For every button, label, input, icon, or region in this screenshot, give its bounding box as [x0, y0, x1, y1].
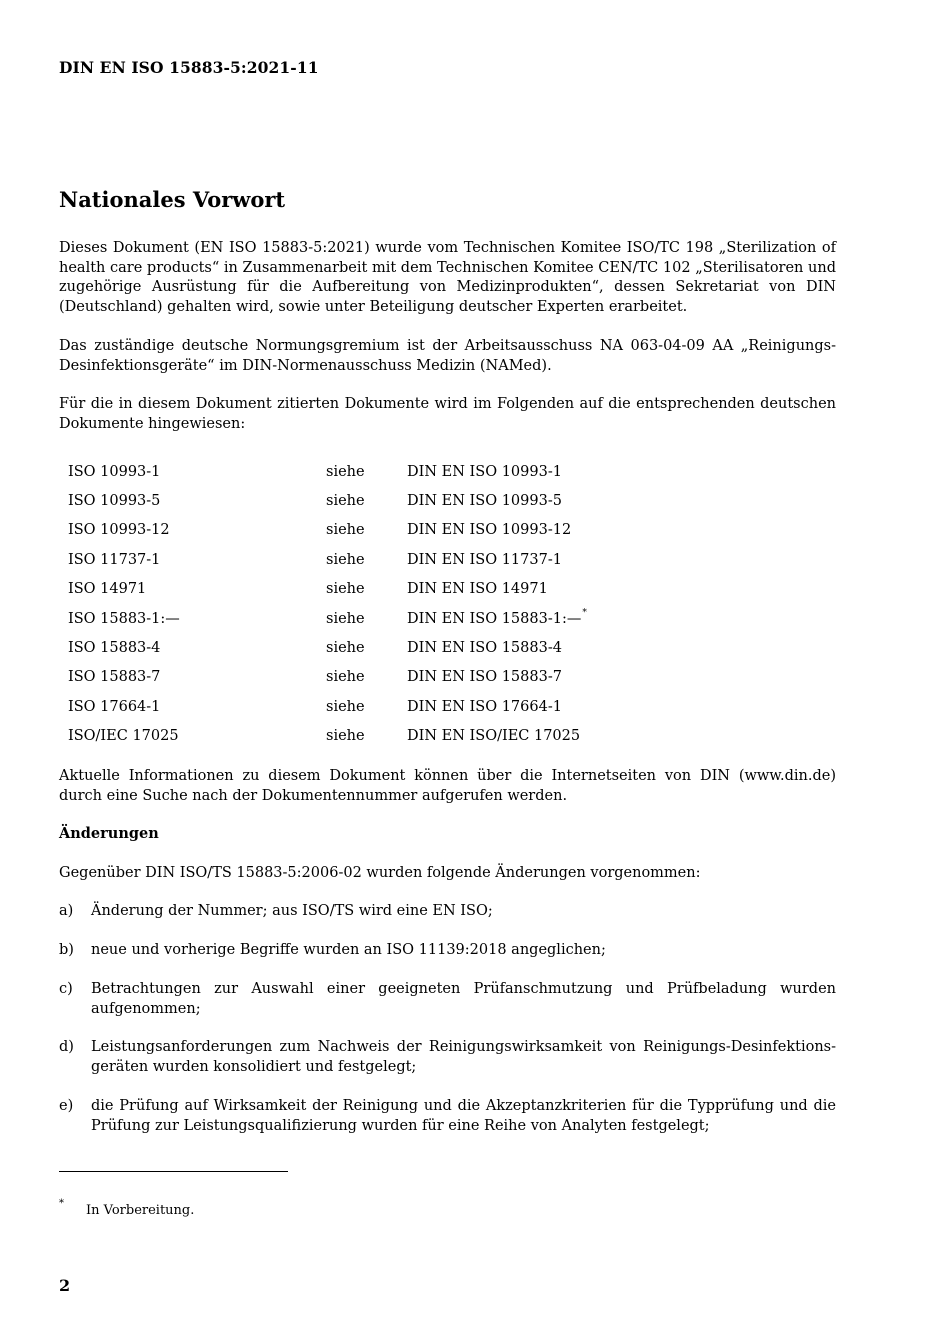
paragraph-committee: Dieses Dokument (EN ISO 15883-5:2021) wurde vom Technischen Komitee ISO/TC 198 „Sterilization of health care products“ in Zusammenarbeit mit dem Technischen Komitee CEN/TC 102 „Sterilisatoren und zugehörige Ausrüstung für die Aufbereitung von Medizinprodukten“, dessen Sekretariat von DIN (Deutschland) gehalten wird, sowie unter Beteiligung deutscher Experten erarbeitet.	[59, 240, 836, 315]
footnote-marker: *	[582, 607, 587, 618]
iso-reference: ISO 15883-1:—	[68, 610, 180, 627]
list-item	[59, 1038, 836, 1077]
list-item-text: Änderung der Nummer; aus ISO/TS wird eine EN ISO;	[91, 903, 493, 919]
list-item-label: c)	[59, 981, 73, 997]
table-row	[68, 457, 587, 486]
din-reference-text: DIN EN ISO 14971	[407, 581, 548, 598]
see-label: siehe	[326, 728, 365, 745]
list-item	[59, 902, 836, 922]
list-item-label: d)	[59, 1039, 74, 1055]
iso-reference: ISO 11737-1	[68, 551, 161, 568]
iso-reference: ISO 10993-5	[68, 493, 161, 510]
din-reference-text: DIN EN ISO 10993-12	[407, 522, 572, 539]
list-item-label: e)	[59, 1098, 74, 1114]
see-label: siehe	[326, 640, 365, 657]
table-row	[68, 604, 587, 633]
see-label: siehe	[326, 551, 365, 568]
changes-intro: Gegenüber DIN ISO/TS 15883-5:2006-02 wurden folgende Änderungen vorgenommen:	[59, 865, 701, 881]
table-row	[68, 575, 587, 604]
see-label: siehe	[326, 610, 365, 627]
din-reference-text: DIN EN ISO/IEC 17025	[407, 728, 581, 745]
paragraph-information: Aktuelle Informationen zu diesem Dokument können über die Internetseiten von DIN (www.din.de) durch eine Suche nach der Dokumentennummer aufgerufen werden.	[59, 768, 836, 804]
din-reference	[407, 692, 587, 721]
paragraph-standards-body: Das zuständige deutsche Normungsgremium ist der Arbeitsausschuss NA 063-04-09 AA „Reinigungs-Desinfektionsgeräte“ im DIN-Normenausschuss Medizin (NAMed).	[59, 338, 836, 374]
document-header: DIN EN ISO 15883-5:2021-11	[59, 58, 319, 77]
table-row	[68, 486, 587, 515]
footnote-text: In Vorbereitung.	[86, 1203, 195, 1218]
din-reference	[407, 575, 587, 604]
list-item	[59, 980, 836, 1019]
list-item-text: die Prüfung auf Wirksamkeit der Reinigung und die Akzeptanzkriterien für die Typprüfung und die Prüfung zur Leistungsqualifizierung wurden für eine Reihe von Analyten festgelegt;	[91, 1098, 836, 1134]
see-label: siehe	[326, 463, 365, 480]
din-reference-text: DIN EN ISO 17664-1	[407, 698, 562, 715]
din-reference-text: DIN EN ISO 11737-1	[407, 551, 562, 568]
table-row	[68, 545, 587, 574]
page-title: Nationales Vorwort	[59, 187, 286, 212]
din-reference	[407, 663, 587, 692]
list-item-text: Leistungsanforderungen zum Nachweis der Reinigungswirksamkeit von Reinigungs-Desinfektions-geräten wurden konsolidiert und festgelegt;	[91, 1039, 836, 1075]
table-row	[68, 722, 587, 751]
iso-reference: ISO 10993-1	[68, 463, 161, 480]
din-reference-text: DIN EN ISO 15883-1:—	[407, 610, 582, 627]
din-reference	[407, 457, 587, 486]
din-reference-text: DIN EN ISO 10993-1	[407, 463, 562, 480]
iso-reference: ISO/IEC 17025	[68, 728, 179, 745]
din-reference-text: DIN EN ISO 15883-4	[407, 640, 562, 657]
list-item	[59, 941, 836, 961]
list-item-label: a)	[59, 903, 74, 919]
table-row	[68, 516, 587, 545]
reference-table	[68, 457, 587, 751]
iso-reference: ISO 15883-7	[68, 669, 161, 686]
footnote-mark: *	[59, 1198, 64, 1209]
list-item-text: Betrachtungen zur Auswahl einer geeigneten Prüfanschmutzung und Prüfbeladung wurden aufgenommen;	[91, 981, 836, 1017]
table-row	[68, 663, 587, 692]
see-label: siehe	[326, 581, 365, 598]
see-label: siehe	[326, 669, 365, 686]
table-row	[68, 633, 587, 662]
din-reference	[407, 604, 587, 633]
din-reference	[407, 545, 587, 574]
din-reference	[407, 516, 587, 545]
din-reference-text: DIN EN ISO 10993-5	[407, 493, 562, 510]
iso-reference: ISO 15883-4	[68, 640, 161, 657]
iso-reference: ISO 17664-1	[68, 698, 161, 715]
din-reference	[407, 722, 587, 751]
din-reference	[407, 486, 587, 515]
see-label: siehe	[326, 493, 365, 510]
list-item-text: neue und vorherige Begriffe wurden an ISO 11139:2018 angeglichen;	[91, 942, 606, 958]
paragraph-references-intro: Für die in diesem Dokument zitierten Dokumente wird im Folgenden auf die entsprechenden deutschen Dokumente hingewiesen:	[59, 396, 836, 432]
footnote-divider	[59, 1171, 288, 1172]
din-reference-text: DIN EN ISO 15883-7	[407, 669, 562, 686]
list-item	[59, 1097, 836, 1136]
iso-reference: ISO 14971	[68, 581, 147, 598]
list-item-label: b)	[59, 942, 74, 958]
see-label: siehe	[326, 698, 365, 715]
table-row	[68, 692, 587, 721]
see-label: siehe	[326, 522, 365, 539]
iso-reference: ISO 10993-12	[68, 522, 170, 539]
changes-heading: Änderungen	[59, 825, 159, 842]
page-number: 2	[59, 1276, 71, 1295]
din-reference	[407, 633, 587, 662]
